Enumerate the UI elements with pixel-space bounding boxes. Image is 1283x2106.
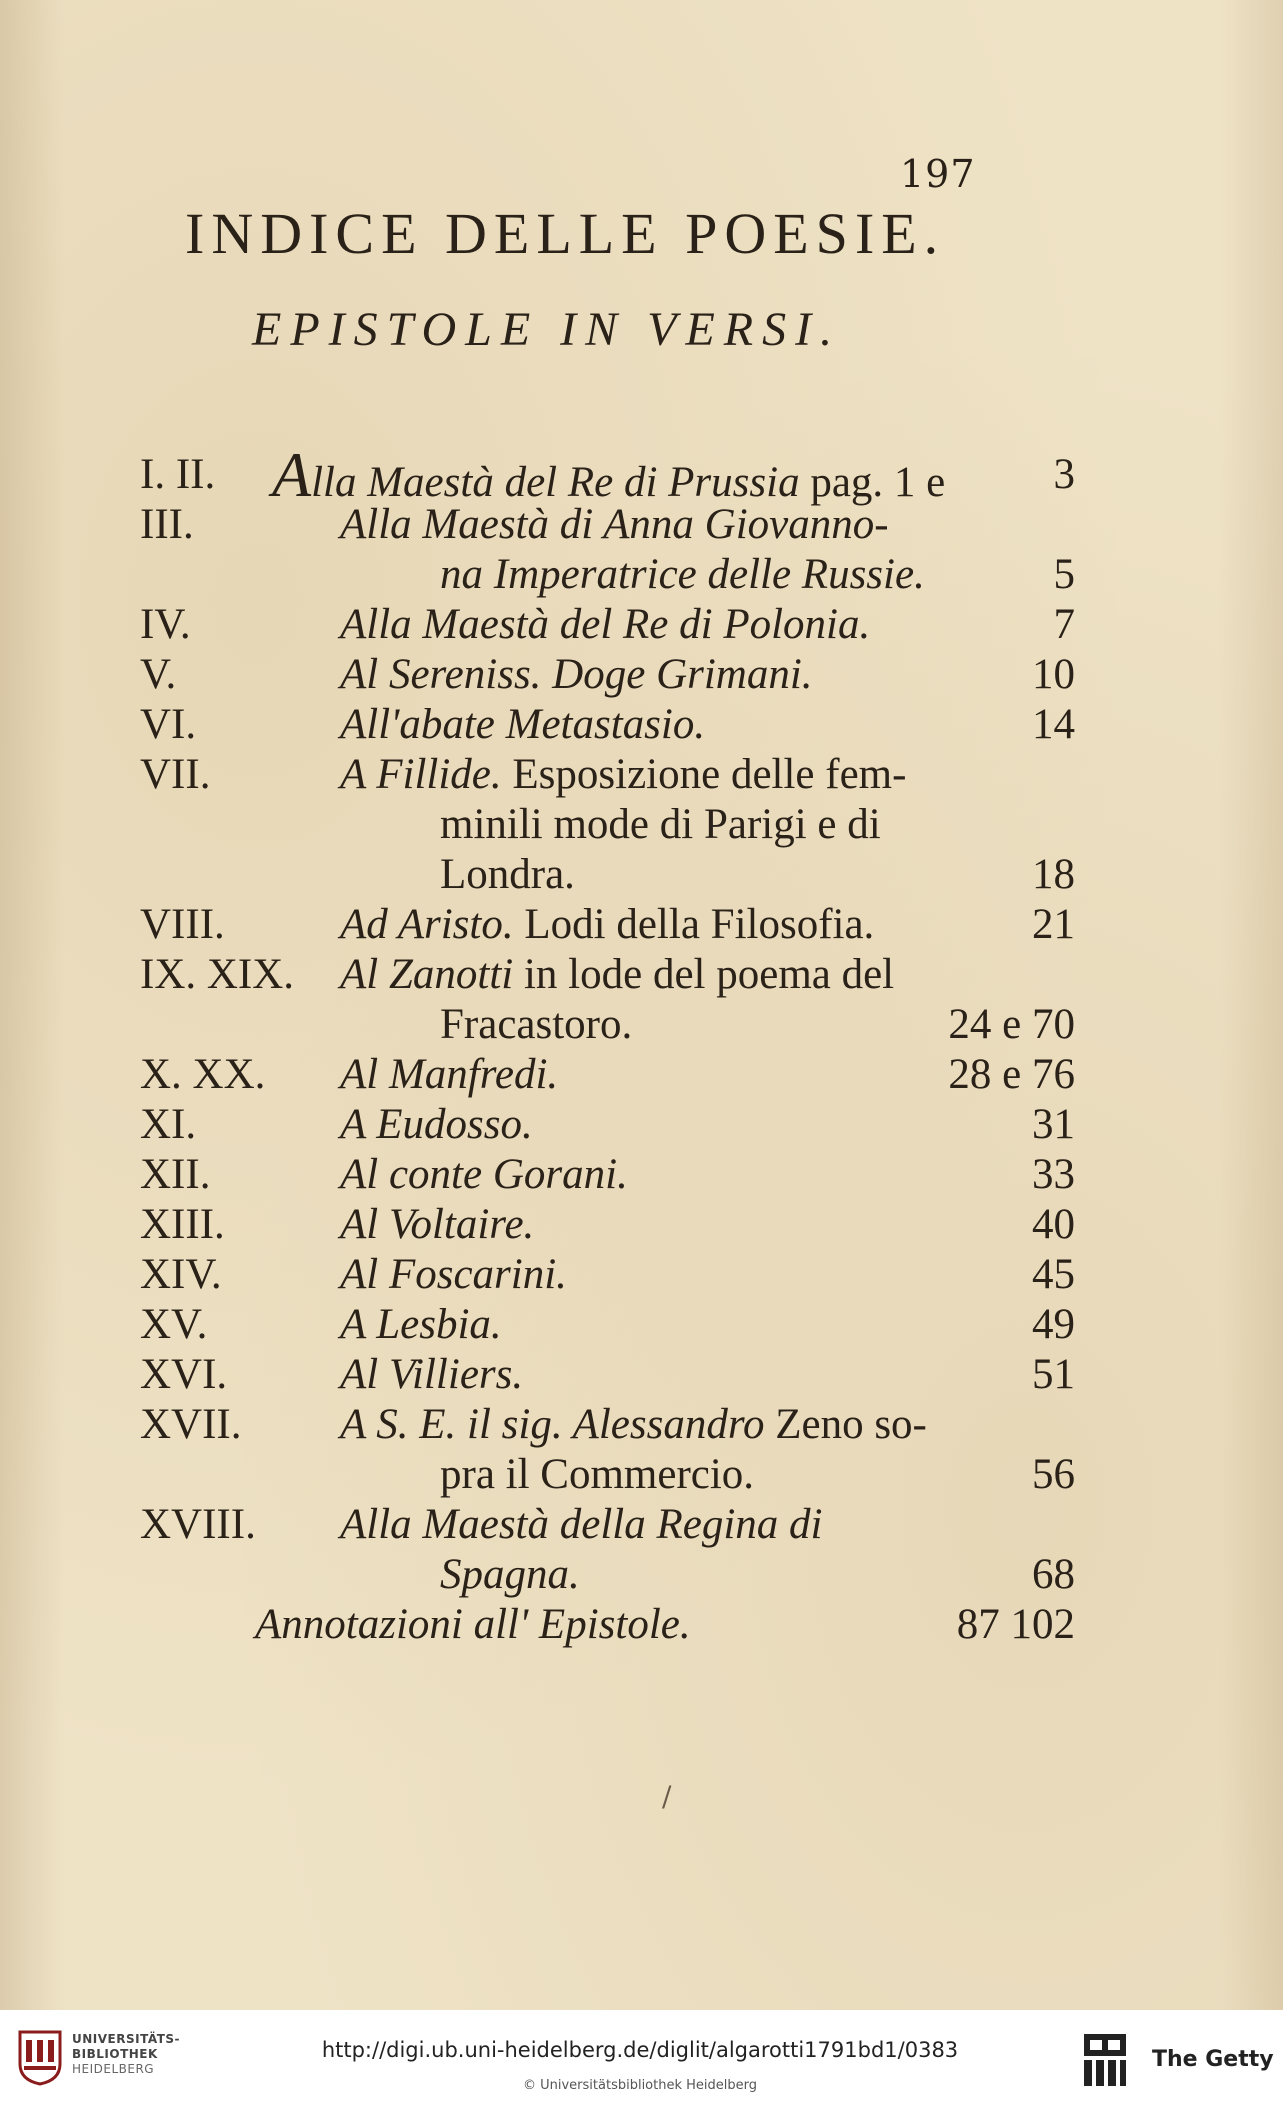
entry-page: 7	[1053, 601, 1075, 648]
entry-number: XV.	[140, 1301, 208, 1348]
entry-title: Al Sereniss. Doge Grimani.	[340, 651, 813, 698]
getty-logo-icon	[1080, 2030, 1130, 2090]
entry-number: VIII.	[140, 901, 225, 948]
entry-page: 10	[1032, 651, 1075, 698]
entry-page: 28 e 76	[948, 1051, 1075, 1098]
page-title: INDICE DELLE POESIE.	[185, 201, 946, 266]
university-library-logo-icon	[14, 2028, 66, 2086]
entry-page: 68	[1032, 1551, 1075, 1598]
entry-number: XVI.	[140, 1351, 228, 1398]
entry-title: All'abate Metastasio.	[340, 701, 706, 748]
entry-title: Al Manfredi.	[340, 1051, 559, 1098]
library-name: UNIVERSITÄTS- BIBLIOTHEK HEIDELBERG	[72, 2032, 181, 2076]
entry-page: 49	[1032, 1301, 1075, 1348]
getty-name: The Getty	[1152, 2047, 1274, 2072]
entry-title: A S. E. il sig. Alessandro Zeno so-	[340, 1401, 927, 1448]
entry-page: 51	[1032, 1351, 1075, 1398]
entry-number: VII.	[140, 751, 211, 798]
entry-title: pra il Commercio.	[440, 1451, 755, 1498]
entry-number: XI.	[140, 1101, 197, 1148]
entry-title: Alla Maestà del Re di Prussia pag. 1 e	[272, 439, 946, 510]
entry-title: Spagna.	[440, 1551, 580, 1598]
entry-page: 33	[1032, 1151, 1075, 1198]
entry-page: 56	[1032, 1451, 1075, 1498]
footer-bar	[0, 2010, 1283, 2106]
source-url-link[interactable]: http://digi.ub.uni-heidelberg.de/diglit/algarotti1791bd1/0383	[321, 2038, 959, 2062]
entry-title: minili mode di Parigi e di	[440, 801, 881, 848]
entry-number: XVIII.	[140, 1501, 256, 1548]
section-title: EPISTOLE IN VERSI.	[252, 303, 842, 356]
entry-title: Alla Maestà di Anna Giovanno-	[340, 501, 889, 548]
copyright-notice: © Universitätsbibliothek Heidelberg	[522, 2078, 757, 2093]
entry-title: A Eudosso.	[340, 1101, 533, 1148]
entry-title: Annotazioni all' Epistole.	[255, 1601, 691, 1648]
entry-title: Alla Maestà del Re di Polonia.	[340, 601, 871, 648]
entry-page: 14	[1032, 701, 1075, 748]
entry-number: III.	[140, 501, 194, 548]
entry-title: A Lesbia.	[340, 1301, 502, 1348]
entry-title: Al Foscarini.	[340, 1251, 567, 1298]
entry-page: 3	[1053, 451, 1075, 498]
entry-number: IX. XIX.	[140, 951, 295, 998]
entry-title: Londra.	[440, 851, 575, 898]
entry-number: I. II.	[140, 451, 216, 498]
entry-title: Al Voltaire.	[340, 1201, 535, 1248]
entry-page: 5	[1053, 551, 1075, 598]
entry-page: 45	[1032, 1251, 1075, 1298]
entry-number: VI.	[140, 701, 197, 748]
stray-ink-mark: /	[662, 1780, 672, 1813]
entry-title: A Fillide. Esposizione delle fem-	[340, 751, 907, 798]
entry-title: Al Villiers.	[340, 1351, 524, 1398]
entry-number: X. XX.	[140, 1051, 266, 1098]
entry-title: Ad Aristo. Lodi della Filosofia.	[340, 901, 875, 948]
entry-number: V.	[140, 651, 177, 698]
entry-page: 18	[1032, 851, 1075, 898]
entry-number: XVII.	[140, 1401, 242, 1448]
entry-title: Fracastoro.	[440, 1001, 633, 1048]
entry-page: 24 e 70	[948, 1001, 1075, 1048]
entry-page: 21	[1032, 901, 1075, 948]
entry-page: 40	[1032, 1201, 1075, 1248]
entry-page: 87 102	[956, 1601, 1075, 1648]
entry-page: 31	[1032, 1101, 1075, 1148]
drop-cap: A	[272, 439, 312, 510]
entry-title: Al Zanotti in lode del poema del	[340, 951, 895, 998]
entry-title: na Imperatrice delle Russie.	[440, 551, 925, 598]
entry-number: IV.	[140, 601, 191, 648]
entry-title: Al conte Gorani.	[340, 1151, 628, 1198]
entry-number: XII.	[140, 1151, 211, 1198]
entry-number: XIV.	[140, 1251, 222, 1298]
entry-number: XIII.	[140, 1201, 225, 1248]
entry-title: Alla Maestà della Regina di	[340, 1501, 823, 1548]
page-number: 197	[900, 152, 976, 196]
